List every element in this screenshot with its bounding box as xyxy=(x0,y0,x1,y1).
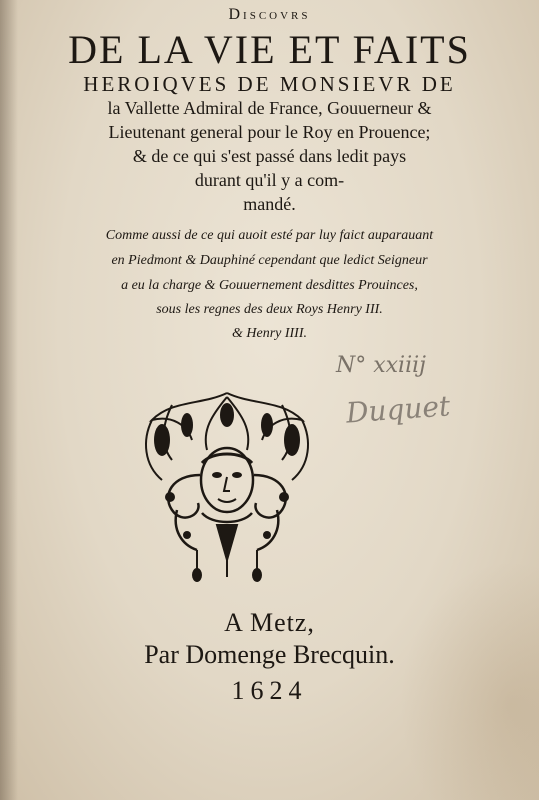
italic-line-3: a eu la charge & Gouuernement desdittes Prouinces, xyxy=(121,278,418,293)
ornament-icon xyxy=(132,385,322,585)
title-line-heroiques: HEROIQVES DE MONSIEVR DE xyxy=(83,72,456,96)
imprint-printer: Par Domenge Brecquin. xyxy=(144,640,395,669)
handwritten-mark: N° xxiiij xyxy=(336,353,426,378)
imprint-place: A Metz, xyxy=(224,608,315,637)
handwritten-signature: Duquet xyxy=(344,389,452,430)
italic-line-5: & Henry IIII. xyxy=(231,326,308,341)
title-line-6: & de ce qui s'est passé dans ledit pays xyxy=(132,146,407,166)
title-line-5: Lieutenant general pour le Roy en Prouence; xyxy=(108,122,431,142)
title-line-discours: Discovrs xyxy=(228,6,311,23)
title-line-4: la Vallette Admiral de France, Gouuerneur & xyxy=(107,98,432,118)
imprint-year: 1624 xyxy=(231,676,308,705)
title-line-7: durant qu'il y a com- xyxy=(194,170,345,190)
italic-line-2: en Piedmont & Dauphiné cependant que ledict Seigneur xyxy=(111,253,428,268)
handwritten-annotation xyxy=(322,340,502,440)
italic-line-1: Comme aussi de ce qui auoit esté par luy faict auparauant xyxy=(105,228,434,243)
title-line-main: DE LA VIE ET FAITS xyxy=(68,27,471,72)
title-line-8: mandé. xyxy=(243,194,296,214)
italic-line-4: sous les regnes des deux Roys Henry III. xyxy=(156,302,383,317)
